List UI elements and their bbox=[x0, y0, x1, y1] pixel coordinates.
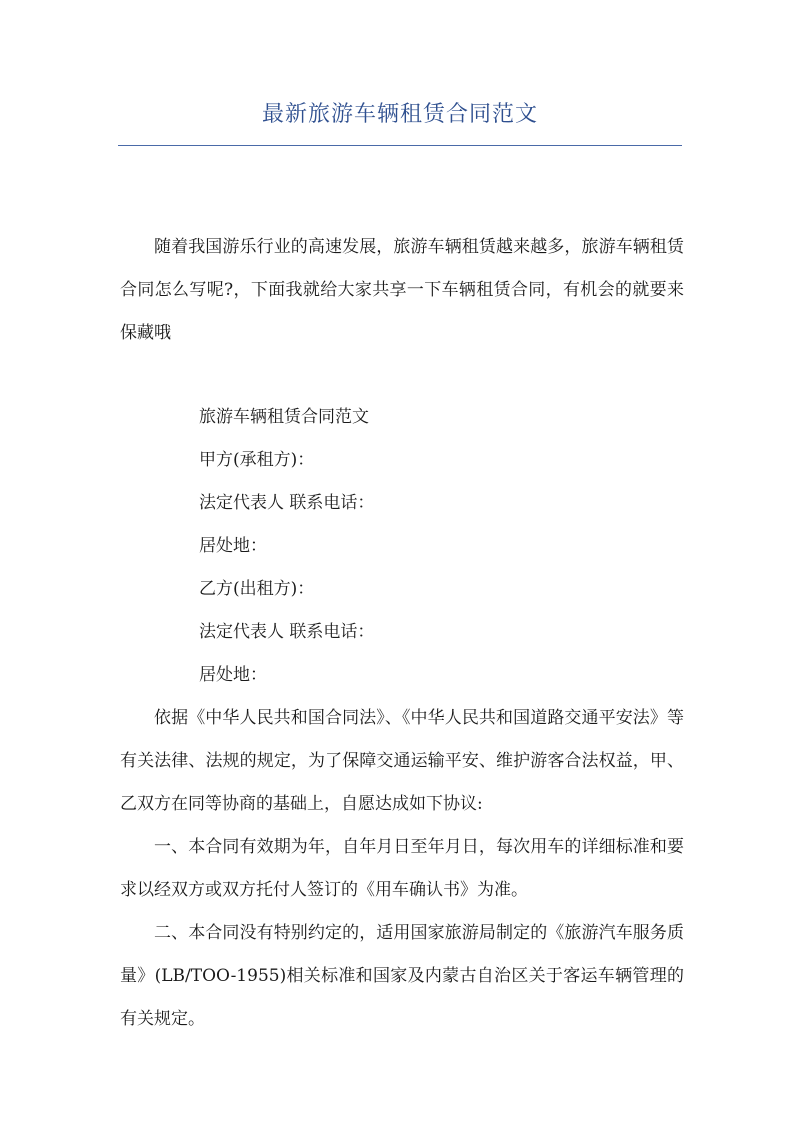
party-b-line: 乙方(出租方)： bbox=[199, 579, 315, 599]
party-b-address-line: 居处地： bbox=[199, 665, 267, 685]
clause-1-paragraph: 一、本合同有效期为年，自年月日至年月日，每次用车的详细标准和要求以经双方或双方托付人签订的《用车确认书》为准。 bbox=[120, 837, 684, 900]
intro-paragraph: 随着我国游乐行业的高速发展，旅游车辆租赁越来越多，旅游车辆租赁合同怎么写呢?，下面我就给大家共享一下车辆租赁合同，有机会的就要来保藏哦 bbox=[120, 237, 684, 343]
contract-heading: 旅游车辆租赁合同范文 bbox=[199, 407, 369, 427]
party-a-line: 甲方(承租方)： bbox=[199, 450, 315, 470]
party-a-address-line: 居处地： bbox=[199, 536, 267, 556]
clause-2-paragraph: 二、本合同没有特别约定的，适用国家旅游局制定的《旅游汽车服务质量》(LB/TOO-1955)相关标准和国家及内蒙古自治区关于客运车辆管理的有关规定。 bbox=[120, 923, 684, 1029]
party-a-representative-line: 法定代表人 联系电话： bbox=[199, 493, 375, 513]
intro-section bbox=[120, 226, 684, 355]
contract-section bbox=[120, 396, 684, 1041]
legal-basis-paragraph: 依据《中华人民共和国合同法》、《中华人民共和国道路交通平安法》等有关法律、法规的规定，为了保障交通运输平安、维护游客合法权益，甲、乙双方在同等协商的基础上，自愿达成如下协议: bbox=[120, 708, 684, 814]
party-b-representative-line: 法定代表人 联系电话： bbox=[199, 622, 375, 642]
document-title: 最新旅游车辆租赁合同范文 bbox=[261, 102, 538, 127]
title-underline bbox=[118, 145, 682, 146]
